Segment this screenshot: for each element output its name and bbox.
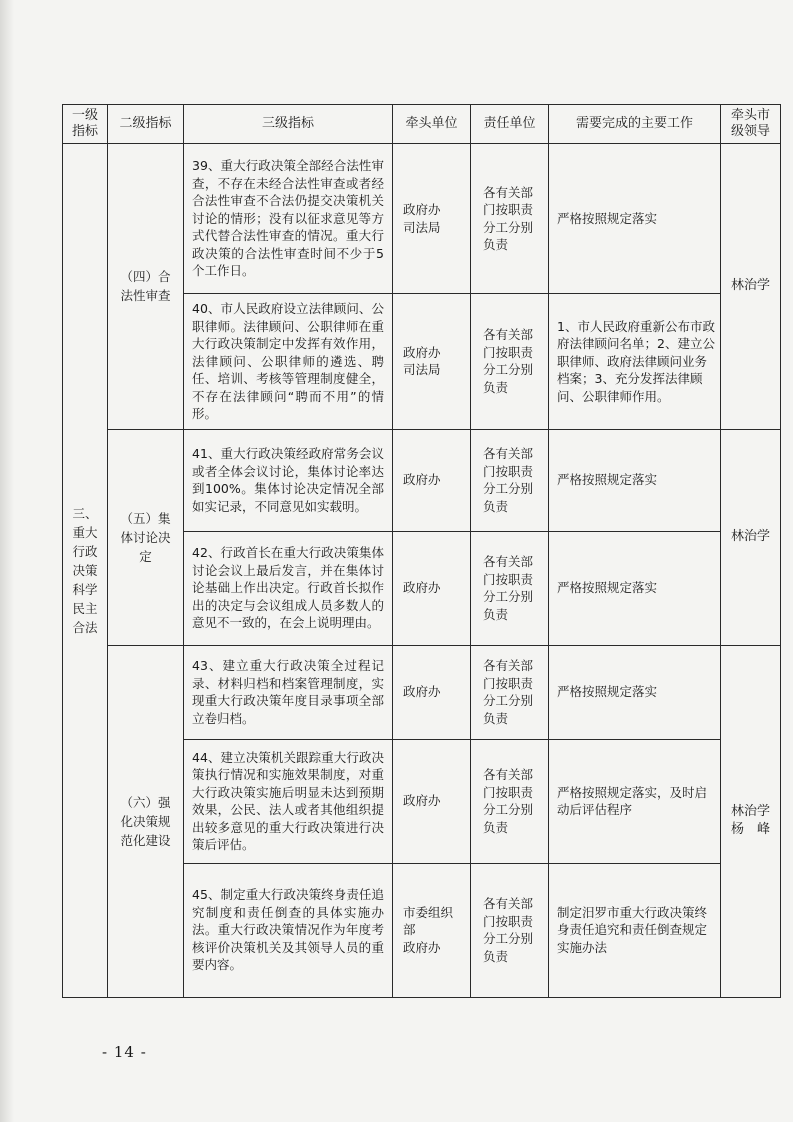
header-level2: 二级指标 (108, 105, 184, 144)
responsible-unit-cell: 各有关部 门按职责 分工分别 负责 (471, 739, 549, 863)
header-level3: 三级指标 (184, 105, 393, 144)
lead-unit-cell: 政府办 (393, 531, 471, 645)
main-work-cell: 严格按照规定落实 (549, 144, 721, 294)
main-work-cell: 严格按照规定落实 (549, 531, 721, 645)
header-lead-leader: 牵头市 级领导 (721, 105, 781, 144)
lead-unit-cell: 政府办 司法局 (393, 294, 471, 430)
leader-cell: 林治学 (721, 429, 781, 645)
main-work-cell: 严格按照规定落实，及时启动后评估程序 (549, 739, 721, 863)
header-level1: 一级 指标 (63, 105, 108, 144)
responsible-unit-cell: 各有关部 门按职责 分工分别 负责 (471, 645, 549, 739)
responsible-unit-cell: 各有关部 门按职责 分工分别 负责 (471, 144, 549, 294)
lead-unit-cell: 政府办 司法局 (393, 144, 471, 294)
header-responsible-unit: 责任单位 (471, 105, 549, 144)
level3-cell: 44、建立决策机关跟踪重大行政决策执行情况和实施效果制度，对重大行政决策实施后明显未达到预期效果，公民、法人或者其他组织提出较多意见的重大行政决策进行决策后评估。 (184, 739, 393, 863)
responsible-unit-cell: 各有关部 门按职责 分工分别 负责 (471, 294, 549, 430)
level3-cell: 39、重大行政决策全部经合法性审查，不存在未经合法性审查或者经合法性审查不合法仍提交决策机关讨论的情形；没有以征求意见等方式代替合法性审查的情况。重大行政决策的合法性审查时间不少于5个工作日。 (184, 144, 393, 294)
leader-cell: 林治学 杨 峰 (721, 645, 781, 997)
level3-cell: 45、制定重大行政决策终身责任追究制度和责任倒查的具体实施办法。重大行政决策情况作为年度考核评价决策机关及其领导人员的重要内容。 (184, 863, 393, 997)
level2-cell: （四）合 法性审查 (108, 144, 184, 430)
lead-unit-cell: 政府办 (393, 645, 471, 739)
indicator-table (62, 104, 781, 998)
level3-cell: 40、市人民政府设立法律顾问、公职律师。法律顾问、公职律师在重大行政决策制定中发挥有效作用，法律顾问、公职律师的遴选、聘任、培训、考核等管理制度健全，不存在法律顾问“聘而不用”的情形。 (184, 294, 393, 430)
level3-cell: 41、重大行政决策经政府常务会议或者全体会议讨论，集体讨论率达到100%。集体讨论决定情况全部如实记录，不同意见如实载明。 (184, 429, 393, 531)
main-work-cell: 1、市人民政府重新公布市政府法律顾问名单；2、建立公职律师、政府法律顾问业务档案；3、充分发挥法律顾问、公职律师作用。 (549, 294, 721, 430)
level1-cell: 三、 重大 行政 决策 科学 民主 合法 (63, 144, 108, 998)
header-lead-unit: 牵头单位 (393, 105, 471, 144)
table-row (63, 645, 781, 739)
level3-cell: 43、建立重大行政决策全过程记录、材料归档和档案管理制度，实现重大行政决策年度目录事项全部立卷归档。 (184, 645, 393, 739)
main-work-cell: 制定汨罗市重大行政决策终身责任追究和责任倒查规定实施办法 (549, 863, 721, 997)
header-row (63, 105, 781, 144)
responsible-unit-cell: 各有关部 门按职责 分工分别 负责 (471, 531, 549, 645)
main-work-cell: 严格按照规定落实 (549, 429, 721, 531)
lead-unit-cell: 市委组织 部 政府办 (393, 863, 471, 997)
level3-cell: 42、行政首长在重大行政决策集体讨论会议上最后发言，并在集体讨论基础上作出决定。行政首长拟作出的决定与会议组成人员多数人的意见不一致的，在会上说明理由。 (184, 531, 393, 645)
responsible-unit-cell: 各有关部 门按职责 分工分别 负责 (471, 429, 549, 531)
level2-cell: （六）强 化决策规 范化建设 (108, 645, 184, 997)
header-main-work: 需要完成的主要工作 (549, 105, 721, 144)
main-work-cell: 严格按照规定落实 (549, 645, 721, 739)
lead-unit-cell: 政府办 (393, 739, 471, 863)
lead-unit-cell: 政府办 (393, 429, 471, 531)
responsible-unit-cell: 各有关部 门按职责 分工分别 负责 (471, 863, 549, 997)
level2-cell: （五）集 体讨论决 定 (108, 429, 184, 645)
table-row (63, 429, 781, 531)
scan-left-edge (0, 0, 14, 1122)
leader-cell: 林治学 (721, 144, 781, 430)
page-number: - 14 - (102, 1043, 147, 1061)
table-row (63, 144, 781, 294)
